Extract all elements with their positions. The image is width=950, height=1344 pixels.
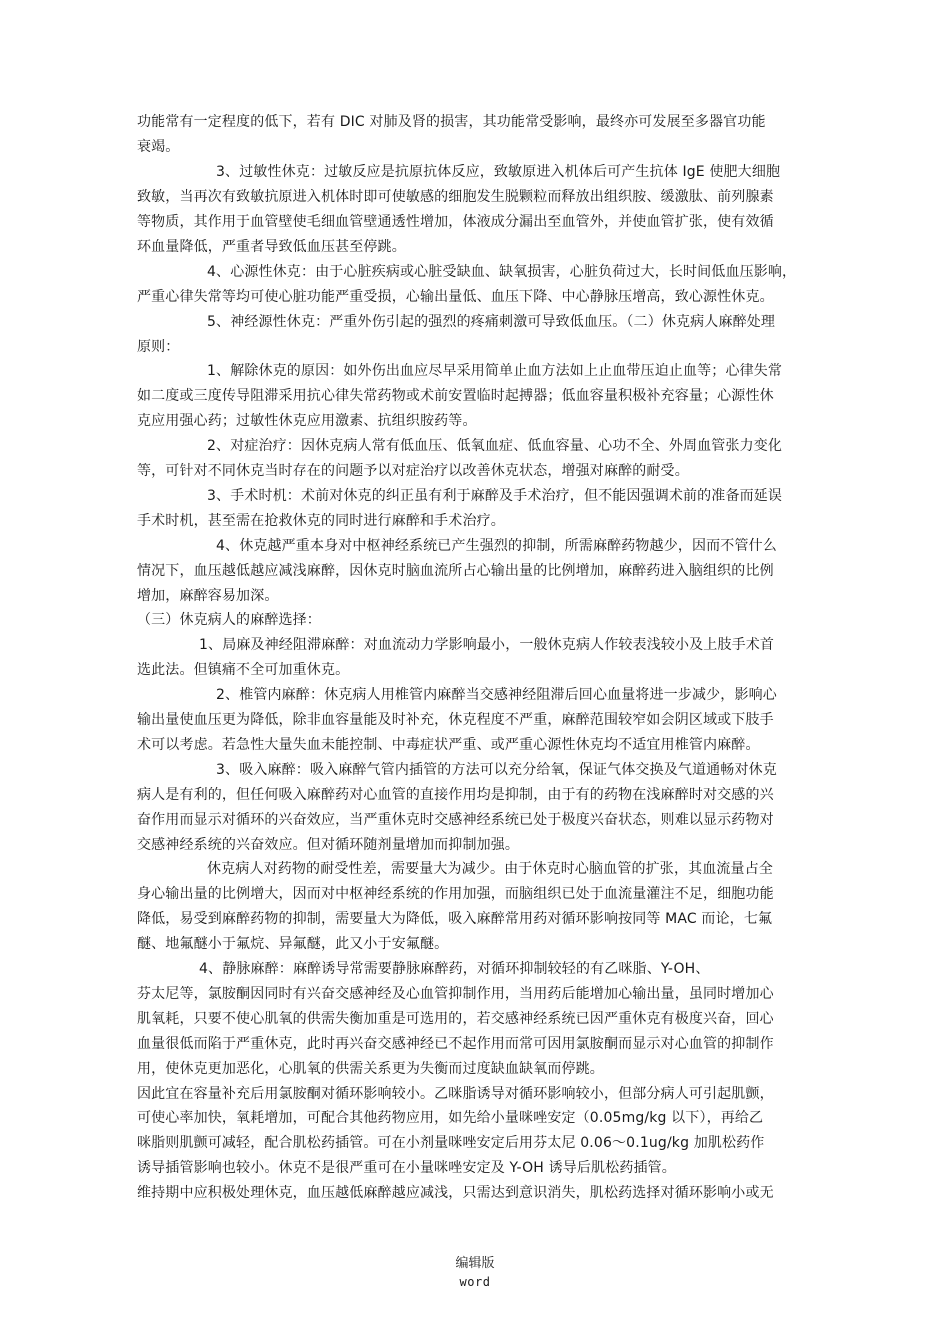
text-line: 等，可针对不同休克当时存在的问题予以对症治疗以改善休克状态，增强对麻醉的耐受。 <box>137 463 689 479</box>
text-line: 功能常有一定程度的低下，若有 DIC 对肺及肾的损害，其功能常受影响，最终亦可发展至多器官功能 <box>137 114 766 130</box>
text-line: 1、局麻及神经阻滞麻醉：对血流动力学影响最小，一般休克病人作较表浅较小及上肢手术首 <box>199 637 775 653</box>
text-line: 维持期中应积极处理休克，血压越低麻醉越应减浅，只需达到意识消失，肌松药选择对循环影响小或无 <box>137 1185 774 1201</box>
text-line: 克应用强心药；过敏性休克应用激素、抗组织胺药等。 <box>137 413 477 429</box>
text-line: 3、过敏性休克：过敏反应是抗原抗体反应，致敏原进入机体后可产生抗体 IgE 使肥大细胞 <box>216 164 781 180</box>
text-line: 致敏，当再次有致敏抗原进入机体时即可使敏感的细胞发生脱颗粒而释放出组织胺、缓激肽、前列腺素 <box>137 189 774 205</box>
text-line: 病人是有利的，但任何吸入麻醉药对心血管的直接作用均是抑制，由于有的药物在浅麻醉时对交感的兴 <box>137 787 774 803</box>
text-line: 肌氧耗，只要不使心肌氧的供需失衡加重是可选用的，若交感神经系统已因严重休克有极度兴奋，回心 <box>137 1011 774 1027</box>
footer-title: 编辑版 <box>455 1256 495 1271</box>
text-line: 身心输出量的比例增大，因而对中枢神经系统的作用加强，而脑组织已处于血流量灌注不足，细胞功能 <box>137 886 774 902</box>
text-line: 因此宜在容量补充后用氯胺酮对循环影响较小。乙咪脂诱导对循环影响较小，但部分病人可引起肌颤， <box>137 1086 774 1102</box>
text-line: 严重心律失常等均可使心脏功能严重受损，心输出量低、血压下降、中心静脉压增高，致心源性休克。 <box>137 289 774 305</box>
text-line: 2、对症治疗：因休克病人常有低血压、低氧血症、低血容量、心功不全、外周血管张力变化 <box>207 438 783 454</box>
text-line: 4、心源性休克：由于心脏疾病或心脏受缺血、缺氧损害，心脏负荷过大，长时间低血压影响， <box>207 264 797 280</box>
text-line: 奋作用而显示对循环的兴奋效应，当严重休克时交感神经系统已处于极度兴奋状态，则难以显示药物对 <box>137 812 774 828</box>
text-line: 原则： <box>137 339 180 355</box>
text-line: 环血量降低，严重者导致低血压甚至停跳。 <box>137 239 406 255</box>
text-line: 衰竭。 <box>137 139 180 155</box>
text-line: 咪脂则肌颤可减轻，配合肌松药插管。可在小剂量咪唑安定后用芬太尼 0.06～0.1ug/kg 加肌松药作 <box>137 1135 765 1151</box>
text-line: 血量很低而陷于严重休克，此时再兴奋交感神经已不起作用而常可因用氯胺酮而显示对心血管的抑制作 <box>137 1036 774 1052</box>
text-line: 降低，易受到麻醉药物的抑制，需要量大为降低，吸入麻醉常用药对循环影响按同等 MAC 而论，七氟 <box>137 911 773 927</box>
text-line: 可使心率加快，氧耗增加，可配合其他药物应用，如先给小量咪唑安定（0.05mg/kg 以下），再给乙 <box>137 1110 764 1126</box>
text-line: 4、休克越严重本身对中枢神经系统已产生强烈的抑制，所需麻醉药物越少，因而不管什么 <box>216 538 777 554</box>
text-line: 增加，麻醉容易加深。 <box>137 588 279 604</box>
text-line: 5、神经源性休克：严重外伤引起的强烈的疼痛刺激可导致低血压。（二）休克病人麻醉处理 <box>207 314 776 330</box>
text-line: 情况下，血压越低越应减浅麻醉，因休克时脑血流所占心输出量的比例增加，麻醉药进入脑组织的比例 <box>137 563 774 579</box>
text-line: 交感神经系统的兴奋效应。但对循环随剂量增加而抑制加强。 <box>137 837 520 853</box>
text-line: 2、椎管内麻醉：休克病人用椎管内麻醉当交感神经阻滞后回心血量将进一步减少，影响心 <box>216 687 777 703</box>
text-line: 休克病人对药物的耐受性差，需要量大为减少。由于休克时心脑血管的扩张，其血流量占全 <box>207 861 773 877</box>
section-heading: （三）休克病人的麻醉选择： <box>137 612 321 628</box>
text-line: 3、手术时机：术前对休克的纠正虽有利于麻醉及手术治疗，但不能因强调术前的准备而延误 <box>207 488 783 504</box>
text-line: 选此法。但镇痛不全可加重休克。 <box>137 662 350 678</box>
text-line: 等物质，其作用于血管壁使毛细血管壁通透性增加，体液成分漏出至血管外，并使血管扩张，使有效循 <box>137 214 774 230</box>
text-line: 术可以考虑。若急性大量失血未能控制、中毒症状严重、或严重心源性休克均不适宜用椎管内麻醉。 <box>137 737 760 753</box>
text-line: 1、解除休克的原因：如外伤出血应尽早采用简单止血方法如上止血带压迫止血等；心律失常 <box>207 363 783 379</box>
text-line: 醚、地氟醚小于氟烷、异氟醚，此又小于安氟醚。 <box>137 936 449 952</box>
text-line: 输出量使血压更为降低，除非血容量能及时补充，休克程度不严重，麻醉范围较窄如会阴区域或下肢手 <box>137 712 774 728</box>
text-line: 诱导插管影响也较小。休克不是很严重可在小量咪唑安定及 Y-OH 诱导后肌松药插管。 <box>137 1160 676 1176</box>
text-line: 如二度或三度传导阻滞采用抗心律失常药物或术前安置临时起搏器；低血容量积极补充容量；心源性休 <box>137 388 774 404</box>
text-line: 4、静脉麻醉：麻醉诱导常需要静脉麻醉药，对循环抑制较轻的有乙咪脂、Y-OH、 <box>199 961 710 977</box>
text-line: 手术时机，甚至需在抢救休克的同时进行麻醉和手术治疗。 <box>137 513 505 529</box>
text-line: 3、吸入麻醉：吸入麻醉气管内插管的方法可以充分给氧，保证气体交换及气道通畅对休克 <box>216 762 777 778</box>
footer-subtitle: word <box>459 1275 491 1289</box>
text-line: 芬太尼等，氯胺酮因同时有兴奋交感神经及心血管抑制作用，当用药后能增加心输出量，虽同时增加心 <box>137 986 774 1002</box>
text-line: 用，使休克更加恶化，心肌氧的供需关系更为失衡而过度缺血缺氧而停跳。 <box>137 1061 604 1077</box>
